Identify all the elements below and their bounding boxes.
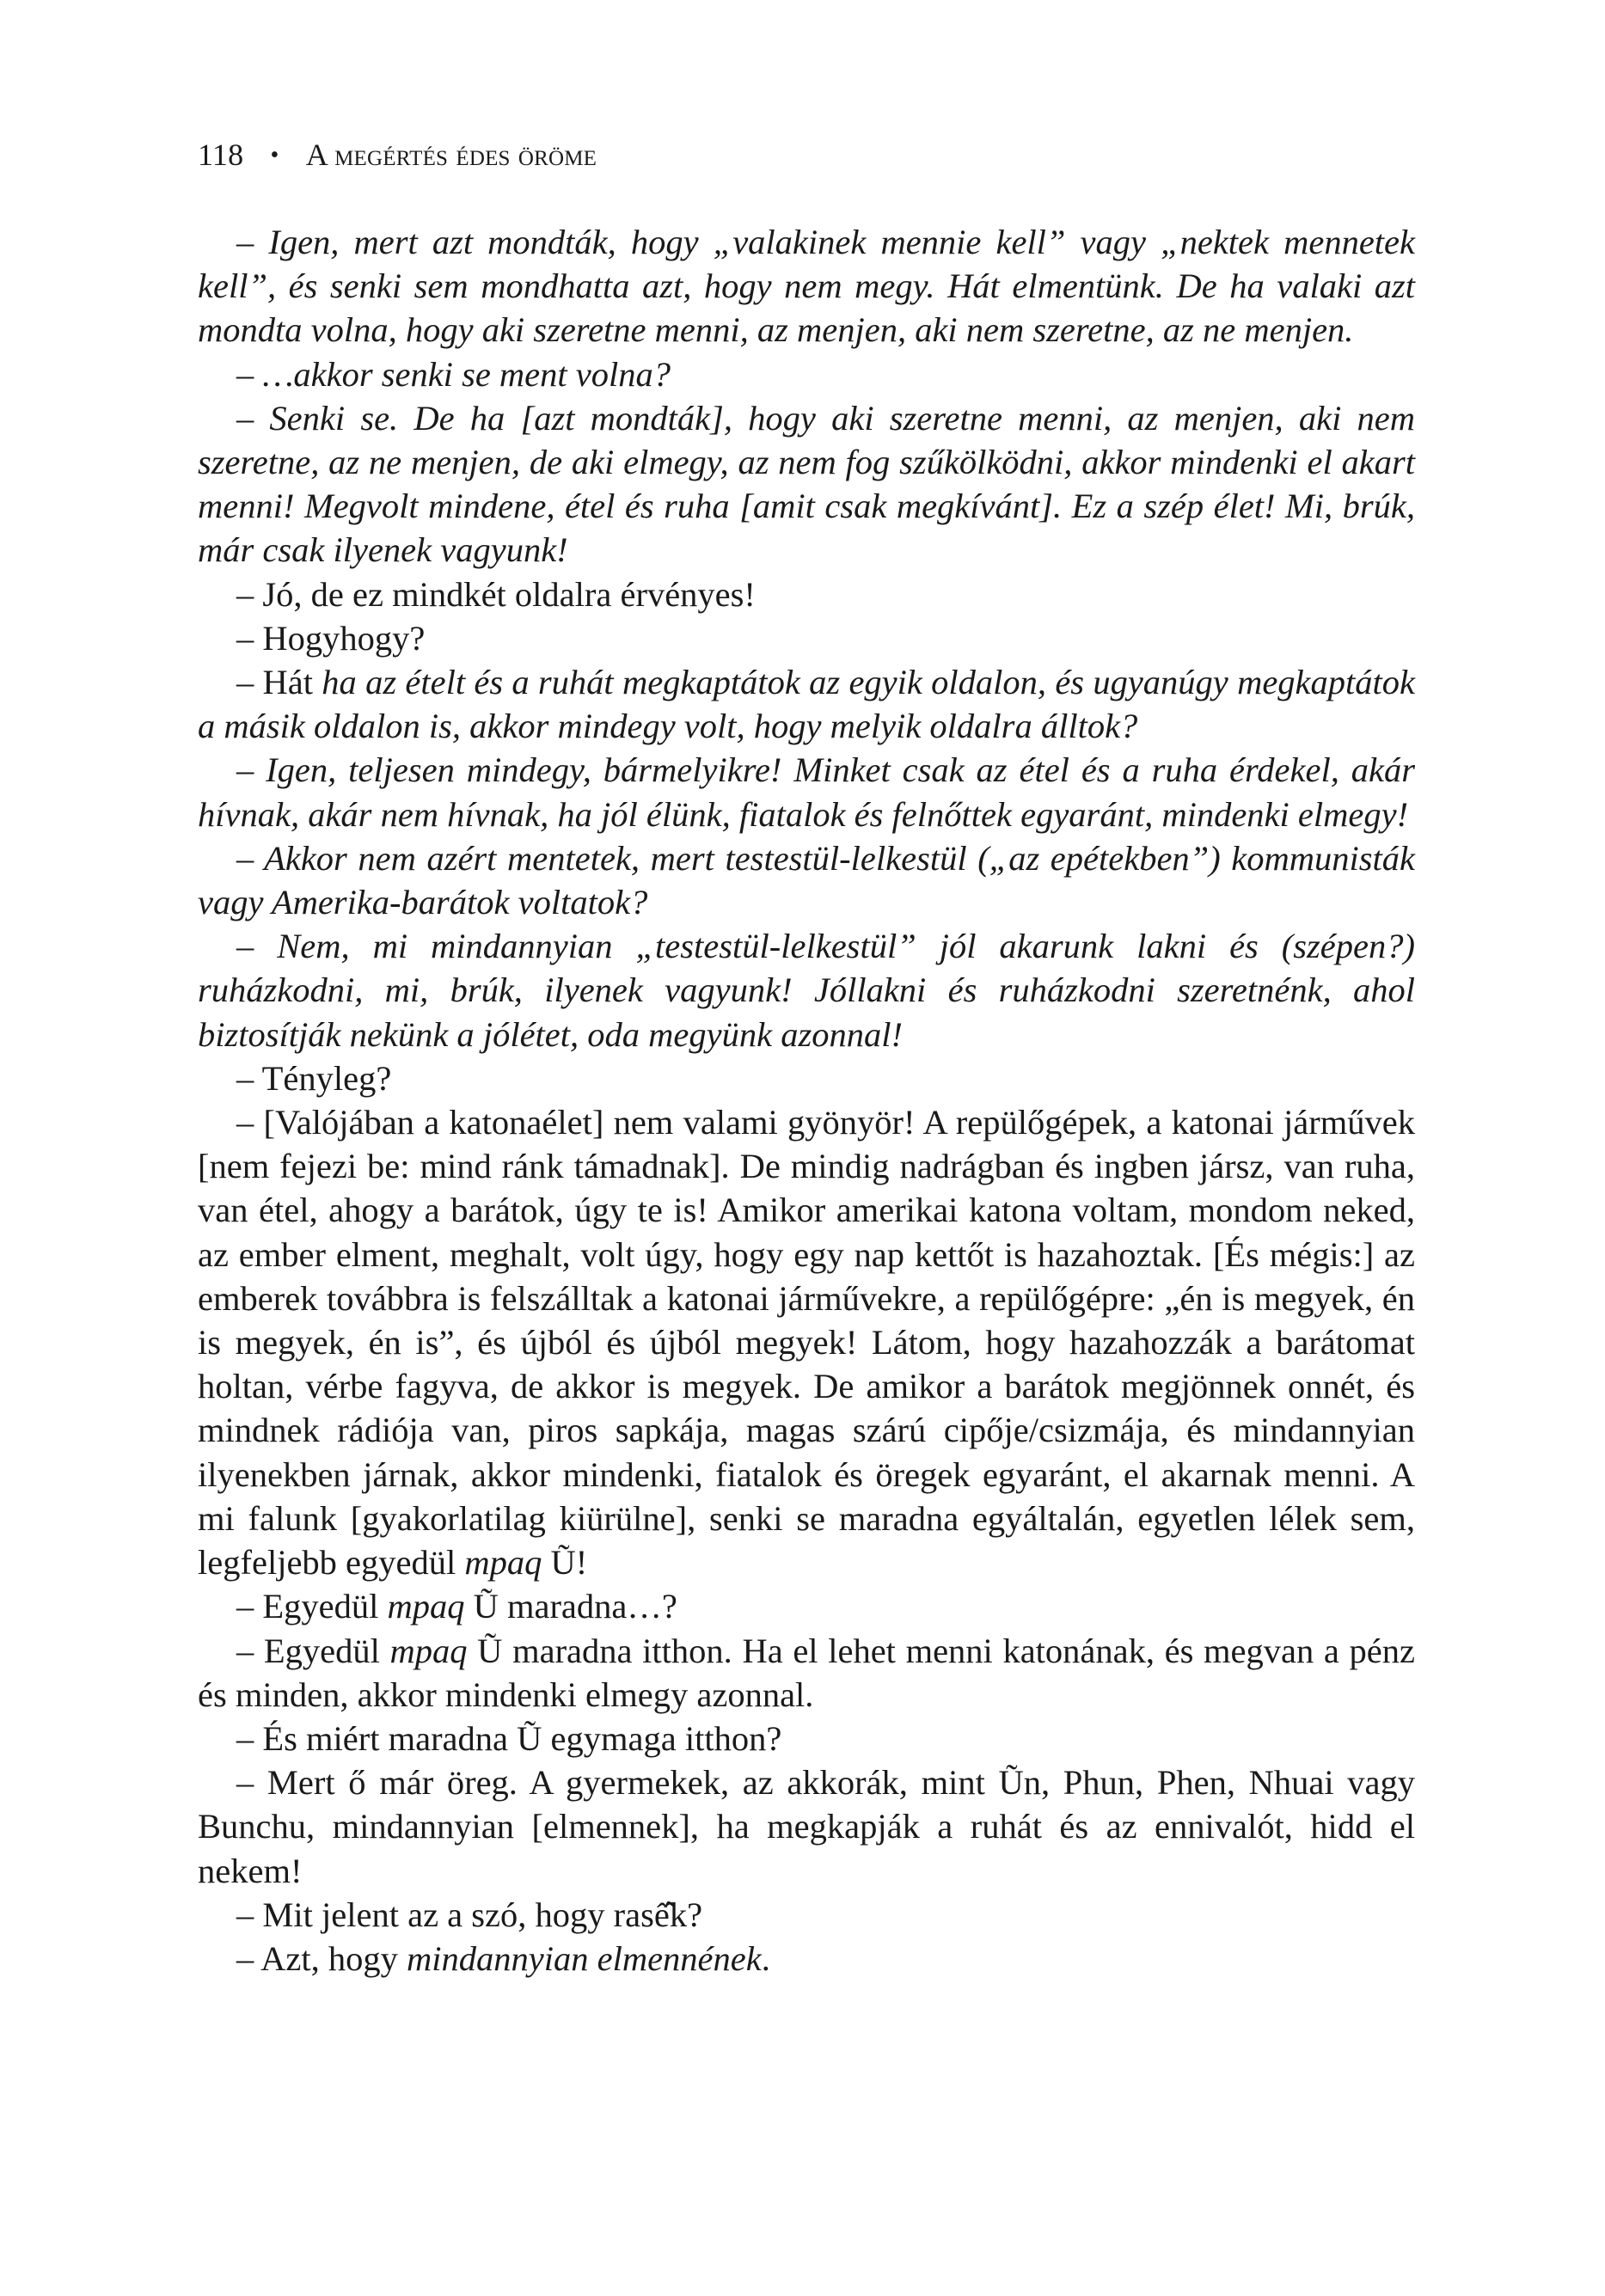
page-number: 118 xyxy=(198,138,244,172)
text-segment: – Hogyhogy? xyxy=(236,618,426,658)
italic-text-segment: – Nem, mi mindannyian „testestül-lelkestül” jól akarunk lakni és (szépen?) ruházkodni, mi, brúk, ilyenek vagyunk! Jóllakni és ruházkodni szeretnénk, ahol biztosítják nekünk a jólétet, oda megyünk azonnal! xyxy=(198,927,1415,1054)
book-page xyxy=(198,138,1415,1981)
italic-text-segment: mpaq xyxy=(387,1587,465,1626)
text-segment: – Mert ő már öreg. A gyermekek, az akkorák, mint Ũn, Phun, Phen, Nhuai vagy Bunchu, mindannyian [elmennek], ha megkapják a ruhát és az ennivalót, hidd el nekem! xyxy=(198,1763,1415,1890)
dialogue-paragraph xyxy=(198,1760,1415,1893)
text-segment: – Jó, de ez mindkét oldalra érvényes! xyxy=(236,574,756,614)
dialogue-paragraph xyxy=(198,220,1415,352)
text-segment: – Egyedül xyxy=(236,1631,390,1670)
text-segment: – Egyedül xyxy=(236,1587,388,1626)
text-segment: – Azt, hogy xyxy=(236,1938,407,1978)
dialogue-paragraph xyxy=(198,660,1415,748)
italic-text-segment: ha az ételt és a ruhát megkaptátok az egyik oldalon, és ugyanúgy megkaptátok a másik oldalon is, akkor mindegy volt, hogy melyik oldalra álltok? xyxy=(198,663,1415,746)
italic-text-segment: – Akkor nem azért mentetek, mert testestül-lelkestül („az epétekben”) kommunisták vagy Amerika-barátok voltatok? xyxy=(198,838,1415,922)
body-text xyxy=(198,220,1415,1981)
italic-text-segment: Igen, mert azt mondták, hogy „valakinek mennie kell” vagy „nektek mennetek kell”, és senki sem mondhatta azt, hogy nem megy. Hát elmentünk. De ha valaki azt mondta volna, hogy aki szeretne menni, az menjen, aki nem szeretne, az ne menjen. xyxy=(198,223,1415,350)
running-title: A megértés édes öröme xyxy=(305,138,597,172)
dialogue-paragraph xyxy=(198,396,1415,572)
dialogue-paragraph xyxy=(198,572,1415,616)
dialogue-paragraph xyxy=(198,1717,1415,1760)
italic-text-segment: mpaq xyxy=(389,1631,468,1670)
dialogue-paragraph xyxy=(198,1937,1415,1981)
dialogue-paragraph xyxy=(198,1629,1415,1717)
text-segment: Ũ maradna itthon. Ha el lehet menni katonának, és megvan a pénz és minden, akkor mindenki elmegy azonnal. xyxy=(198,1631,1415,1714)
italic-text-segment: mpaq xyxy=(464,1543,542,1583)
italic-text-segment: – …akkor senki se ment volna? xyxy=(236,354,671,394)
dialogue-paragraph xyxy=(198,1056,1415,1100)
text-segment: Ũ! xyxy=(542,1543,588,1583)
italic-text-segment: – xyxy=(236,223,269,261)
dialogue-paragraph xyxy=(198,1584,1415,1628)
italic-text-segment: – Igen, teljesen mindegy, bármelyikre! Minket csak az étel és a ruha érdekel, akár hívnak, akár nem hívnak, ha jól élünk, fiatalok és felnőttek egyaránt, mindenki elmegy! xyxy=(198,750,1415,834)
bullet-separator: • xyxy=(270,142,279,168)
dialogue-paragraph xyxy=(198,1893,1415,1937)
dialogue-paragraph xyxy=(198,616,1415,660)
text-segment: . xyxy=(761,1938,770,1978)
text-segment: Ũ maradna…? xyxy=(464,1587,677,1626)
dialogue-paragraph xyxy=(198,836,1415,924)
text-segment: – Mit jelent az a szó, hogy rasế̂k? xyxy=(236,1895,703,1934)
dialogue-paragraph xyxy=(198,748,1415,836)
italic-text-segment: – Senki se. De ha [azt mondták], hogy aki szeretne menni, az menjen, aki nem szeretne, az ne menjen, de aki elmegy, az nem fog szűkölködni, akkor mindenki el akart menni! Megvolt mindene, étel és ruha [amit csak megkívánt]. Ez a szép élet! Mi, brúk, már csak ilyenek vagyunk! xyxy=(198,398,1415,570)
running-header xyxy=(198,138,1415,172)
text-segment: – Tényleg? xyxy=(236,1058,392,1098)
text-segment: – Hát xyxy=(236,663,322,702)
dialogue-paragraph xyxy=(198,1100,1415,1584)
text-segment: – [Valójában a katonaélet] nem valami gyönyör! A repülőgépek, a katonai járművek [nem fejezi be: mind ránk támadnak]. De mindig nadrágban és ingben jársz, van ruha, van étel, ahogy a barátok, úgy te is! Amikor amerikai katona voltam, mondom neked, az ember elment, meghalt, volt úgy, hogy egy nap kettőt is hazahoztak. [És mégis:] az emberek továbbra is felszálltak a katonai járművekre, a repülőgépre: „én is megyek, én is megyek, én is”, és újból és újból megyek! Látom, hogy hazahozzák a barátomat holtan, vérbe fagyva, de akkor is megyek. De amikor a barátok megjönnek onnét, és mindnek rádiója van, piros sapkája, magas szárú cipője/csizmája, és mindannyian ilyenekben járnak, akkor mindenki, fiatalok és öregek egyaránt, el akarnak menni. A mi falunk [gyakorlatilag kiürülne], senki se maradna egyáltalán, egyetlen lélek sem, legfeljebb egyedül xyxy=(198,1103,1415,1583)
text-segment: – És miért maradna Ũ egymaga itthon? xyxy=(236,1718,782,1758)
italic-text-segment: mindannyian elmennének xyxy=(407,1938,762,1978)
dialogue-paragraph xyxy=(198,924,1415,1056)
dialogue-paragraph xyxy=(198,352,1415,396)
